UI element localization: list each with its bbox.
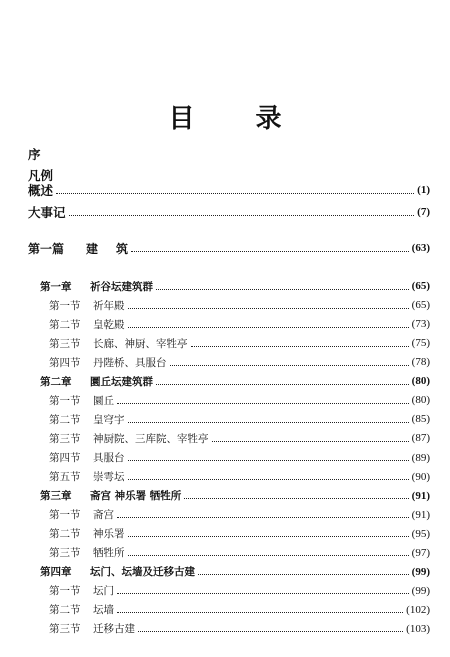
section-number: 第五节 [49, 471, 81, 483]
part-number: 第一篇 [28, 241, 65, 256]
dot-leader [128, 327, 409, 328]
toc-section[interactable] [49, 468, 430, 486]
chapter-number: 第二章 [40, 375, 72, 388]
toc-page-number: (78) [411, 356, 430, 369]
section-title: 神厨院、三库院、宰牲亭 [93, 432, 209, 445]
dot-leader [128, 460, 409, 461]
toc-page-number: (89) [411, 451, 430, 464]
toc-section[interactable] [49, 391, 430, 409]
dot-leader [184, 498, 408, 499]
section-title: 皇穹宇 [93, 413, 125, 426]
toc-section[interactable] [49, 353, 430, 371]
toc-section[interactable] [49, 315, 430, 333]
toc-page-number: (63) [411, 242, 430, 254]
dot-leader [156, 289, 409, 290]
dot-leader [128, 479, 409, 480]
chapter-number: 第一章 [40, 280, 72, 293]
toc-section[interactable] [49, 601, 430, 619]
section-number: 第三节 [49, 432, 81, 445]
toc-page-number: (75) [411, 337, 430, 350]
page-title: 目 录 [168, 104, 308, 134]
dot-leader [128, 422, 409, 423]
toc-page-number: (85) [411, 413, 430, 426]
chapter-title: 斋宫 神乐署 牺牲所 [90, 490, 182, 503]
part-title: 筑 [116, 241, 129, 256]
toc-front-item[interactable] [28, 203, 430, 221]
dot-leader [212, 441, 409, 442]
section-title: 长廊、神厨、宰牲亭 [93, 337, 188, 350]
toc-section[interactable] [49, 296, 430, 314]
toc-section[interactable] [49, 582, 430, 600]
toc-page-number: (1) [417, 184, 430, 196]
toc-page-number: (80) [411, 394, 430, 407]
toc-section[interactable] [49, 506, 430, 524]
toc-chapter[interactable] [40, 563, 430, 581]
toc-page-number: (102) [406, 603, 430, 616]
toc-page-number: (99) [411, 565, 430, 578]
chapter-number: 第四章 [40, 566, 72, 579]
section-title: 神乐署 [93, 528, 125, 541]
toc-page-number: (103) [406, 622, 430, 635]
toc-front-item[interactable] [28, 181, 430, 199]
chapter-number: 第三章 [40, 490, 72, 503]
section-number: 第三节 [49, 547, 81, 560]
chapter-title: 圜丘坛建筑群 [90, 375, 153, 388]
section-title: 丹陛桥、具服台 [93, 356, 167, 369]
section-title: 祈年殿 [93, 299, 125, 312]
part-title: 建 [86, 241, 99, 256]
toc-page-number: (90) [411, 470, 430, 483]
section-number: 第四节 [49, 356, 81, 369]
toc-section[interactable] [49, 410, 430, 428]
toc-front-item[interactable] [28, 145, 430, 163]
toc-page-number: (73) [411, 318, 430, 331]
section-title: 坛门 [93, 585, 114, 598]
section-number: 第三节 [49, 623, 81, 636]
dot-leader [117, 517, 409, 518]
toc-section[interactable] [49, 620, 430, 638]
toc-section[interactable] [49, 334, 430, 352]
section-title: 斋宫 [93, 509, 114, 522]
section-number: 第一节 [49, 585, 81, 598]
toc-page-number: (95) [411, 527, 430, 540]
toc-section[interactable] [49, 449, 430, 467]
dot-leader [128, 555, 409, 556]
toc-page-number: (80) [411, 375, 430, 388]
dot-leader [69, 215, 415, 216]
chapter-title: 祈谷坛建筑群 [90, 280, 153, 293]
toc-chapter[interactable] [40, 487, 430, 505]
toc-part-heading[interactable] [28, 239, 430, 257]
toc-section[interactable] [49, 525, 430, 543]
toc-page-number: (65) [411, 299, 430, 312]
section-number: 第一节 [49, 394, 81, 407]
dot-leader [117, 403, 409, 404]
toc-chapter[interactable] [40, 372, 430, 390]
toc-label: 凡例 [28, 168, 54, 183]
dot-leader [128, 308, 409, 309]
dot-leader [56, 193, 414, 194]
toc-chapter[interactable] [40, 277, 430, 295]
toc-page-number: (65) [411, 280, 430, 292]
toc-page-number: (91) [411, 489, 430, 502]
section-number: 第一节 [49, 299, 81, 312]
section-number: 第二节 [49, 604, 81, 617]
toc-page-number: (99) [411, 584, 430, 597]
dot-leader [156, 384, 409, 385]
dot-leader [138, 631, 403, 632]
section-title: 具服台 [93, 452, 125, 464]
dot-leader [128, 536, 409, 537]
toc-section[interactable] [49, 544, 430, 562]
section-title: 皇乾殿 [93, 318, 125, 331]
toc-label: 概述 [28, 183, 54, 198]
chapter-title: 坛门、坛墙及迁移古建 [90, 566, 195, 579]
section-number: 第四节 [49, 452, 81, 464]
toc-label: 序 [28, 147, 41, 162]
section-title: 牺牲所 [93, 547, 125, 560]
toc-page-number: (97) [411, 546, 430, 559]
section-number: 第一节 [49, 509, 81, 522]
section-title: 迁移古建 [93, 623, 135, 636]
toc-page-number: (7) [417, 206, 430, 218]
section-title: 崇雩坛 [93, 471, 125, 483]
toc-page-number: (87) [411, 432, 430, 445]
toc-page-number: (91) [411, 508, 430, 521]
section-number: 第二节 [49, 528, 81, 541]
dot-leader [198, 574, 409, 575]
dot-leader [170, 365, 409, 366]
toc-section[interactable] [49, 429, 430, 447]
section-title: 圜丘 [93, 394, 114, 407]
section-number: 第二节 [49, 413, 81, 426]
toc-label: 大事记 [28, 205, 66, 220]
section-number: 第二节 [49, 318, 81, 331]
dot-leader [191, 346, 409, 347]
section-title: 坛墙 [93, 604, 114, 617]
section-number: 第三节 [49, 337, 81, 350]
dot-leader [117, 612, 403, 613]
dot-leader [131, 251, 409, 252]
dot-leader [117, 593, 409, 594]
